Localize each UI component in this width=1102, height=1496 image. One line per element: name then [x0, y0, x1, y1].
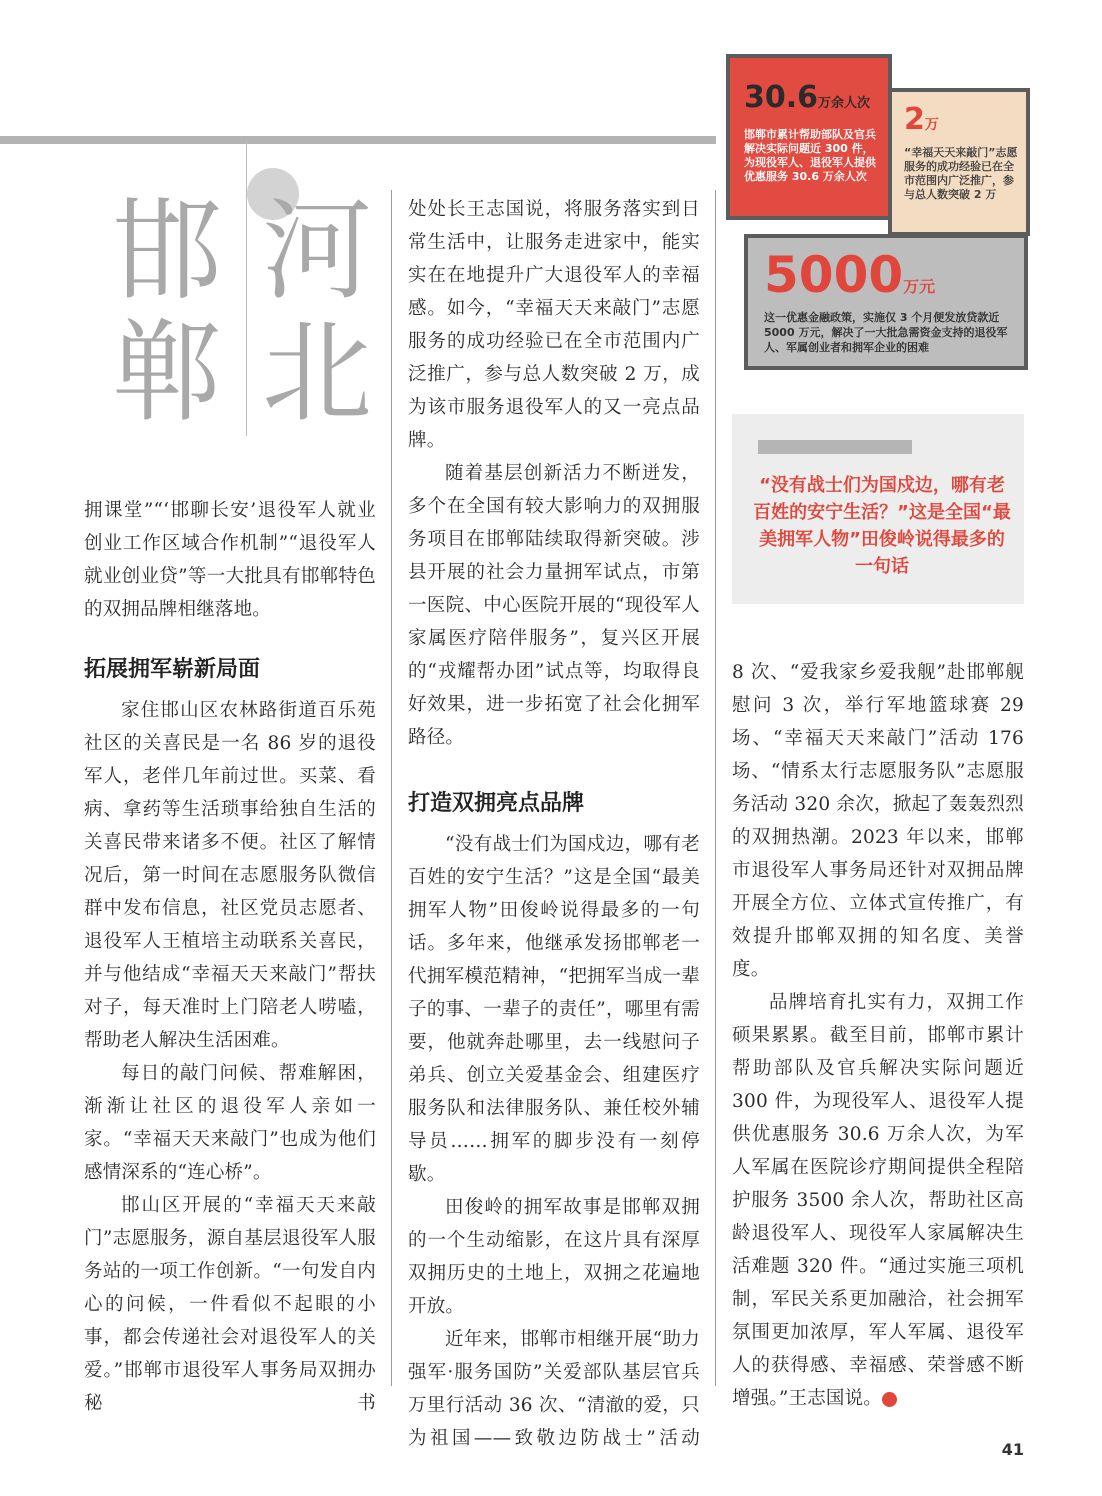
col2-paragraph-2: “没有战士们为国戍边，哪有老百姓的安宁生活？”这是全国“最美拥军人物”田俊岭说得最多的一句话。多年来，他继承发扬邯郸老一代拥军模范精神，“把拥军当成一辈子的事、一辈子的责任”，哪里有需要，他就奔赴哪里，去一线慰问子弟兵、创立关爱基金会、组建医疗服务队和法律服务队、兼任校外辅导员……拥军的脚步没有一刻停歇。 [408, 834, 700, 1185]
col2-paragraph-3: 田俊岭的拥军故事是邯郸双拥的一个生动缩影，在这片具有深厚双拥历史的土地上，双拥之花遍地开放。 [408, 1197, 700, 1317]
stat-loans-number: 5000 [764, 246, 904, 304]
stat-volunteers-number: 2 [904, 102, 925, 137]
section-heading-expand: 拓展拥军崭新局面 [84, 657, 261, 682]
column-rule-1 [391, 190, 392, 1386]
stat-loans-text: 这一优惠金融政策，实施仅 3 个月便发放贷款近 5000 万元，解决了一大批急需资金支持的退役军人、军属创业者和拥军企业的困难 [764, 311, 1008, 354]
title-char-bei: 北 [262, 309, 372, 437]
section-heading-brand: 打造双拥亮点品牌 [408, 791, 585, 816]
stat-services-unit: 万余人次 [818, 96, 871, 111]
col1-paragraph-1: 家住邯山区农林路街道百乐苑社区的关喜民是一名 86 岁的退役军人，老伴几年前过世。买菜、看病、拿药等生活琐事给独自生活的关喜民带来诸多不便。社区了解情况后，第一时间在志愿服务队微信群中发布信息，社区党员志愿者、退役军人王植培主动联系关喜民，并与他结成“幸福天天来敲门”帮扶对子，每天准时上门陪老人唠嗑，帮助老人解决生活困难。 [84, 700, 376, 1051]
col1-paragraph-0: 拥课堂”“‘邯聊长安’退役军人就业创业工作区域合作机制”“退役军人就业创业贷”等一大批具有邯郸特色的双拥品牌相继落地。 [84, 500, 376, 620]
col2-paragraph-1: 随着基层创新活力不断迸发，多个在全国有较大影响力的双拥服务项目在邯郸陆续取得新突破。涉县开展的社会力量拥军试点，市第一医院、中心医院开展的“现役军人家属医疗陪伴服务”，复兴区开展的“戎耀帮办团”试点等，均取得良好效果，进一步拓宽了社会化拥军路径。 [408, 463, 700, 748]
col3-paragraph-1 [732, 986, 1024, 1415]
col3-paragraph-0: 8 次、“爱我家乡爱我舰”赴邯郸舰慰问 3 次，举行军地篮球赛 29 场、“幸福天天来敲门”活动 176 场、“情系太行志愿服务队”志愿服务活动 320 余次，掀起了轰轰烈烈的双拥热潮。2023 年以来，邯郸市退役军人事务局还针对双拥品牌开展全方位、立体式宣传推广，有效提升邯郸双拥的知名度、美誉度。 [732, 662, 1024, 980]
column-rule-2 [715, 190, 716, 1386]
title-char-han: 邯 [112, 187, 222, 315]
pull-quote-box [732, 414, 1024, 604]
stat-box-volunteers [888, 88, 1030, 236]
end-mark-icon: N [882, 1392, 897, 1407]
col3-paragraph-1-text: 品牌培育扎实有力，双拥工作硕果累累。截至目前，邯郸市累计帮助部队及官兵解决实际问题近 300 件，为现役军人、退役军人提供优惠服务 30.6 万余人次，为军人军属在医院诊疗期间提供全程陪护服务 3500 余人次，帮助社区高龄退役军人、现役军人家属解决生活难题 320 件。“通过实施三项机制，军民关系更加融洽，社会拥军氛围更加浓厚，军人军属、退役军人的获得感、幸福感、荣誉感不断增强。”王志国说。 [732, 992, 1024, 1409]
stat-box-loans [744, 234, 1028, 370]
col2-paragraph-4: 近年来，邯郸市相继开展“助力强军·服务国防”关爱部队基层官兵万里行活动 36 次、“清澈的爱，只为祖国——致敬边防战士”活动 [408, 1329, 700, 1449]
col1-paragraph-2: 每日的敲门问候、帮难解困，渐渐让社区的退役军人亲如一家。“幸福天天来敲门”也成为他们感情深系的“连心桥”。 [84, 1063, 376, 1183]
page-number: 41 [1001, 1440, 1024, 1459]
column-3 [732, 656, 1024, 1415]
title-char-he: 河 [262, 187, 372, 315]
col2-paragraph-0: 处处长王志国说，将服务落实到日常生活中，让服务走进家中，能实实在在地提升广大退役军人的幸福感。如今，“幸福天天来敲门”志愿服务的成功经验已在全市范围内广泛推广，参与总人数突破 2 万，成为该市服务退役军人的又一亮点品牌。 [408, 199, 700, 451]
title-divider-line [246, 140, 247, 436]
col1-paragraph-3: 邯山区开展的“幸福天天来敲门”志愿服务，源自基层退役军人服务站的一项工作创新。“一句发自内心的问候，一件看似不起眼的小事，都会传递社会对退役军人的关爱。”邯郸市退役军人事务局双拥办秘书 [84, 1195, 376, 1414]
stat-volunteers-unit: 万 [924, 117, 939, 133]
stat-volunteers-text: “幸福天天来敲门”志愿服务的成功经验已在全市范围内广泛推广，参与总人数突破 2 万 [904, 146, 1018, 201]
column-2 [408, 193, 700, 1455]
column-1 [84, 494, 376, 1420]
pull-quote-text: “没有战士们为国戍边，哪有老百姓的安宁生活？”这是全国“最美拥军人物”田俊岭说得最多的一句话 [753, 475, 1011, 577]
stat-loans-unit: 万元 [903, 277, 936, 296]
stat-box-services [726, 54, 892, 220]
title-char-dan: 郸 [112, 309, 222, 437]
stat-services-number: 30.6 [744, 80, 819, 115]
stat-services-text: 邯郸市累计帮助部队及官兵解决实际问题近 300 件，为现役军人、退役军人提供优惠服务 30.6 万余人次 [744, 128, 876, 183]
pull-quote-bar [758, 440, 912, 454]
top-divider-bar [0, 136, 716, 144]
